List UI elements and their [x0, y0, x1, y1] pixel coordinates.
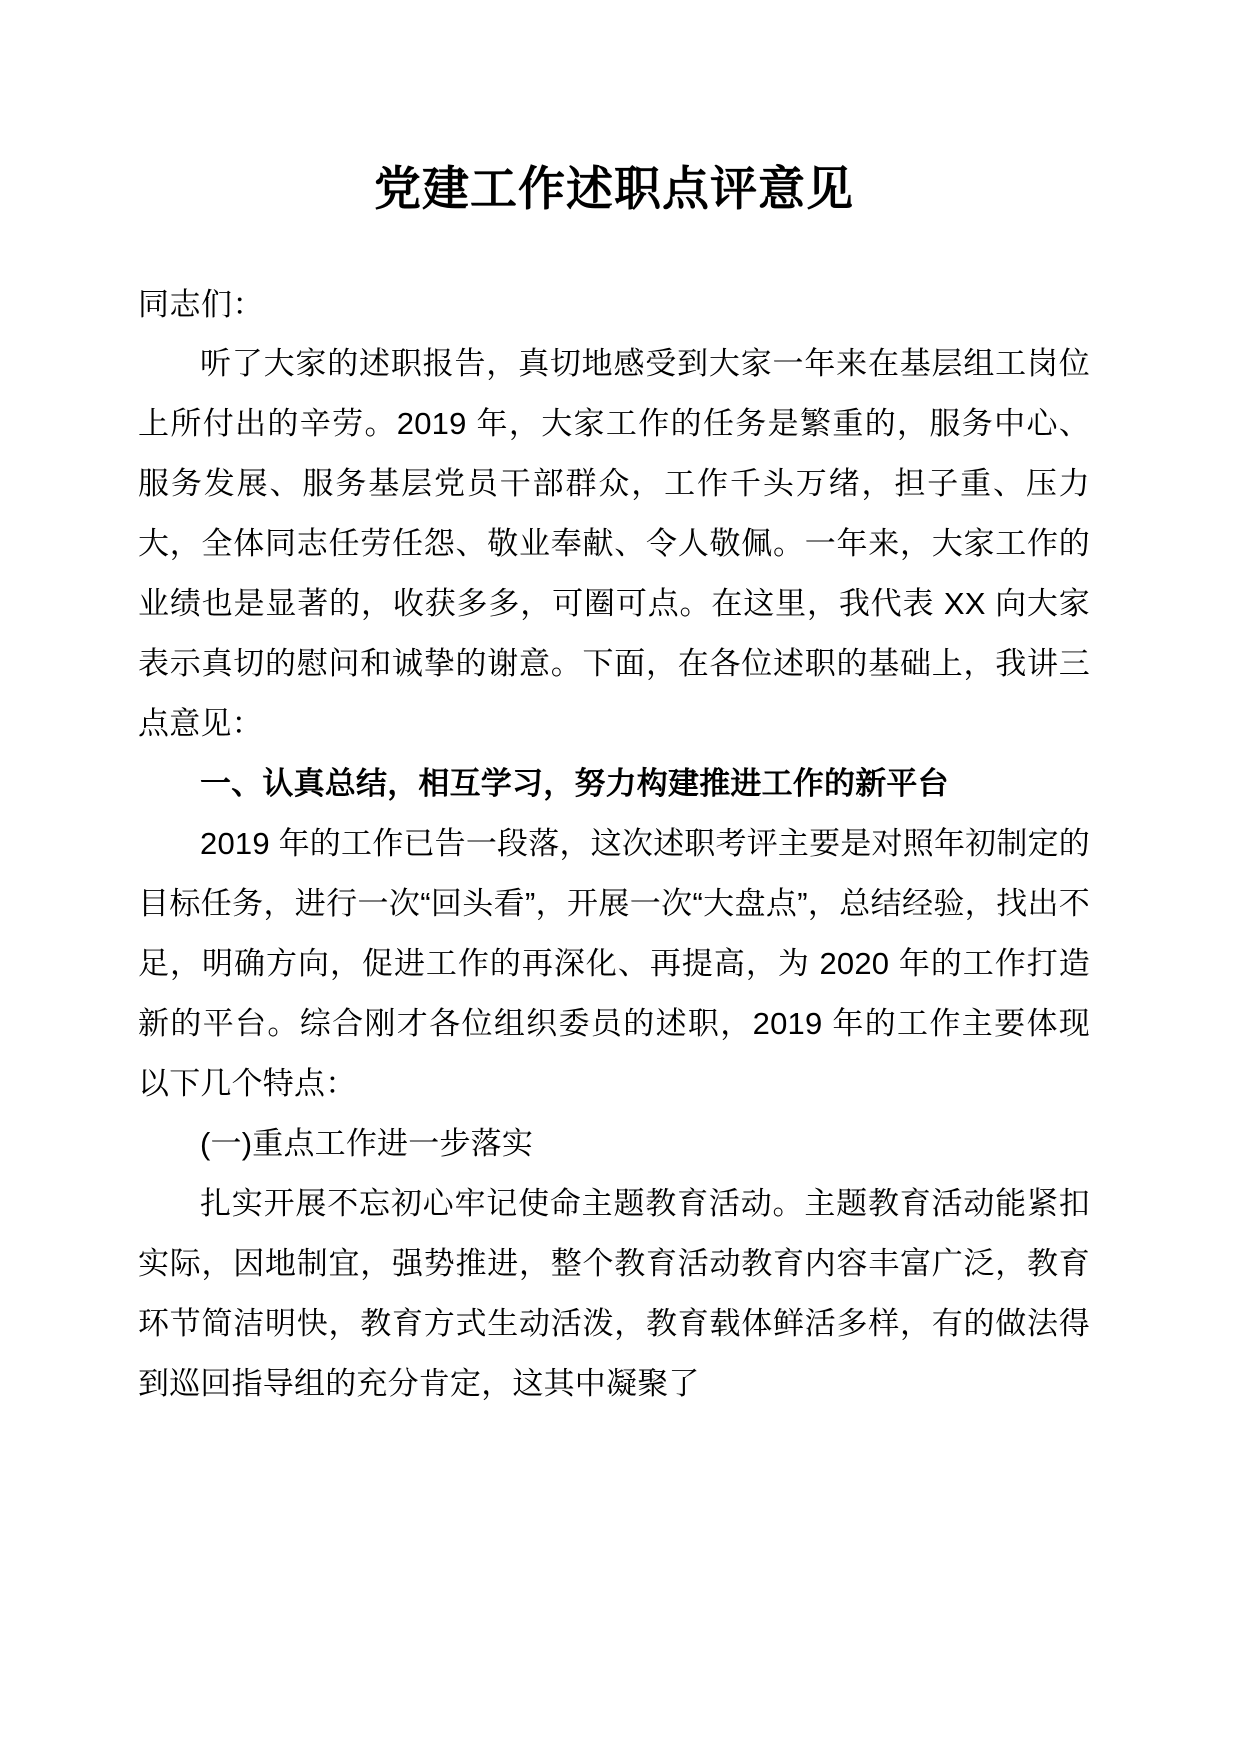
section-heading-1: 一、认真总结，相互学习，努力构建推进工作的新平台: [200, 765, 949, 801]
page-title: 党建工作述职点评意见: [374, 162, 854, 215]
subsection-heading-1: (一)重点工作进一步落实: [200, 1125, 534, 1161]
salutation: 同志们：: [138, 286, 264, 322]
paragraph-opening: 听了大家的述职报告，真切地感受到大家一年来在基层组工岗位上所付出的辛劳。2019 年，大家工作的任务是繁重的，服务中心、服务发展、服务基层党员干部群众，工作千头万绪，担子重、压力大，全体同志任劳任怨、敬业奉献、令人敬佩。一年来，大家工作的业绩也是显著的，收获多多，可圈可点。在这里，我代表 XX 向大家表示真切的慰问和诚挚的谢意。下面，在各位述职的基础上，我讲三点意见：: [138, 345, 1090, 741]
paragraph-section-1-body: 2019 年的工作已告一段落，这次述职考评主要是对照年初制定的目标任务，进行一次“回头看”，开展一次“大盘点”，总结经验，找出不足，明确方向，促进工作的再深化、再提高，为 2020 年的工作打造新的平台。综合刚才各位组织委员的述职，2019 年的工作主要体现以下几个特点：: [138, 825, 1090, 1101]
paragraph-subsection-1-body: 扎实开展不忘初心牢记使命主题教育活动。主题教育活动能紧扣实际，因地制宜，强势推进，整个教育活动教育内容丰富广泛，教育环节简洁明快，教育方式生动活泼，教育载体鲜活多样，有的做法得到巡回指导组的充分肯定，这其中凝聚了: [138, 1185, 1090, 1401]
document-body: [138, 0, 1090, 1414]
